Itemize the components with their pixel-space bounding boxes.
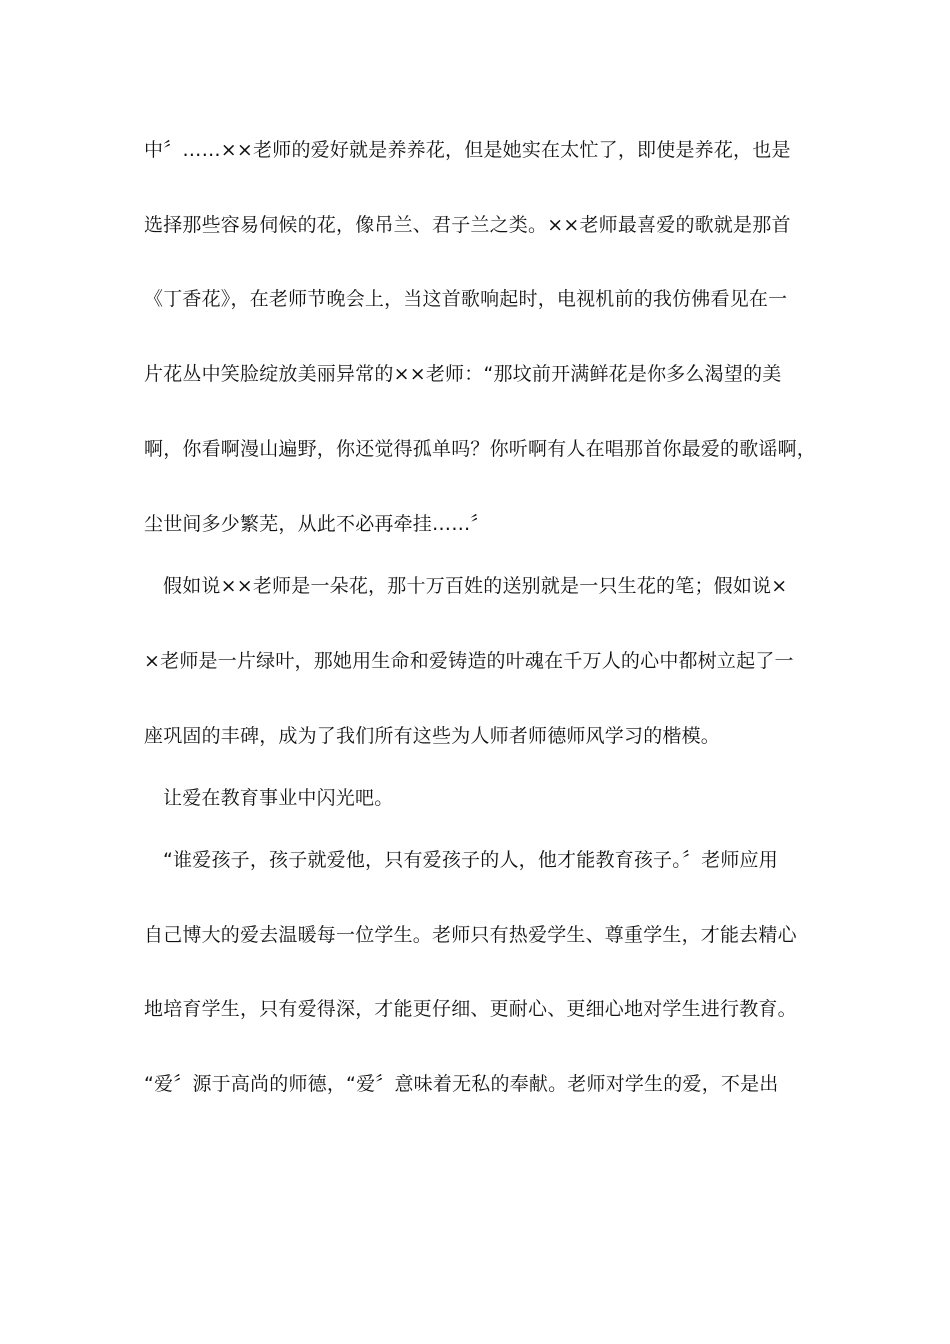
text-line: 片花丛中笑脸绽放美丽异常的××老师：“那坟前开满鲜花是你多么渴望的美 <box>144 363 782 385</box>
text-line: 自己博大的爱去温暖每一位学生。老师只有热爱学生、尊重学生，才能去精心 <box>144 924 797 946</box>
text-line: ×老师是一片绿叶，那她用生命和爱铸造的叶魂在千万人的心中都树立起了一 <box>144 650 794 672</box>
text-line: “谁爱孩子，孩子就爱他，只有爱孩子的人，他才能教育孩子。〞老师应用 <box>163 849 778 871</box>
text-line: 啊，你看啊漫山遍野，你还觉得孤单吗？你听啊有人在唱那首你最爱的歌谣啊， <box>144 438 817 460</box>
text-line: 《丁香花》，在老师节晚会上，当这首歌响起时，电视机前的我仿佛看见在一 <box>144 288 788 310</box>
text-line: 座巩固的丰碑，成为了我们所有这些为人师者师德师风学习的楷模。 <box>144 725 721 747</box>
text-line: “爱〞源于高尚的师德，“爱〞意味着无私的奉献。老师对学生的爱，不是出 <box>144 1073 779 1095</box>
text-line: 假如说××老师是一朵花，那十万百姓的送别就是一只生花的笔；假如说× <box>163 575 788 597</box>
text-line: 地培育学生，只有爱得深，才能更仔细、更耐心、更细心地对学生进行教育。 <box>144 998 797 1020</box>
text-line: 选择那些容易伺候的花，像吊兰、君子兰之类。××老师最喜爱的歌就是那首 <box>144 214 791 236</box>
text-line: 让爱在教育事业中闪光吧。 <box>163 787 394 809</box>
text-line: 尘世间多少繁芜，从此不必再牵挂……〞 <box>144 513 490 535</box>
text-line: 中〞……××老师的爱好就是养养花，但是她实在太忙了，即使是养花，也是 <box>144 139 791 161</box>
